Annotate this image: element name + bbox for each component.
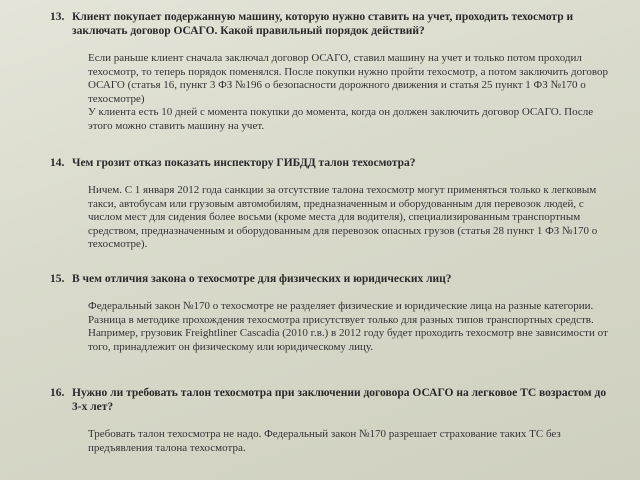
question-text: Нужно ли требовать талон техосмотра при заключении договора ОСАГО на легковое ТС возрастом до 3-х лет? xyxy=(72,387,607,413)
answer-13 xyxy=(88,52,616,134)
question-text: В чем отличия закона о техосмотре для физических и юридических лиц? xyxy=(72,273,452,285)
answer-15 xyxy=(88,300,616,354)
answer-14 xyxy=(88,184,616,252)
question-number: 14. xyxy=(50,157,65,169)
qa-item-13 xyxy=(50,10,616,134)
answer-paragraph: У клиента есть 10 дней с момента покупки до момента, когда он должен заключить договор ОСАГО. После этого можно ставить машину на учет. xyxy=(88,106,594,132)
question-number: 16. xyxy=(50,387,65,399)
qa-item-14 xyxy=(50,156,616,252)
question-13 xyxy=(50,10,616,38)
answer-16 xyxy=(88,428,616,455)
question-16 xyxy=(50,386,616,414)
answer-paragraph: Федеральный закон №170 о техосмотре не разделяет физические и юридические лица на разные категории. Разница в методике прохождения техосмотра присутствует только для разных типов транспортных средств. Например, грузовик Freightliner Cascadia (2010 г.в.) в 2012 году будет проходить техосмотр вне зависимости от того, принадлежит он физическому или юридическому лицу. xyxy=(88,300,608,353)
answer-paragraph: Требовать талон техосмотра не надо. Федеральный закон №170 разрешает страхование таких ТС без предъявления талона техосмотра. xyxy=(88,428,561,454)
qa-item-16 xyxy=(50,386,616,455)
question-text: Чем грозит отказ показать инспектору ГИБДД талон техосмотра? xyxy=(72,157,416,169)
answer-paragraph: Ничем. С 1 января 2012 года санкции за отсутствие талона техосмотр могут применяться только к легковым такси, автобусам или грузовым автомобилям, предназначенным и оборудованным для перевозок людей, с числом мест для сидения более восьми (кроме места для водителя), специализированным транспортным средством, предназначенным и оборудованным для перевозок опасных грузов (статья 28 пункт 1 ФЗ №170 о техосмотре). xyxy=(88,184,598,251)
question-14 xyxy=(50,156,616,170)
answer-paragraph: Если раньше клиент сначала заключал договор ОСАГО, ставил машину на учет и только потом проходил техосмотр, то теперь порядок поменялся. После покупки нужно пройти техосмотр, а потом заключить договор ОСАГО (статья 16, пункт 3 ФЗ №196 о безопасности дорожного движения и статья 25 пункт 1 ФЗ №170 о техосмотре) xyxy=(88,52,608,105)
question-number: 15. xyxy=(50,273,65,285)
question-15 xyxy=(50,272,616,286)
qa-item-15 xyxy=(50,272,616,354)
question-text: Клиент покупает подержанную машину, которую нужно ставить на учет, проходить техосмотр и заключать договор ОСАГО. Какой правильный порядок действий? xyxy=(72,11,574,37)
question-number: 13. xyxy=(50,11,65,23)
